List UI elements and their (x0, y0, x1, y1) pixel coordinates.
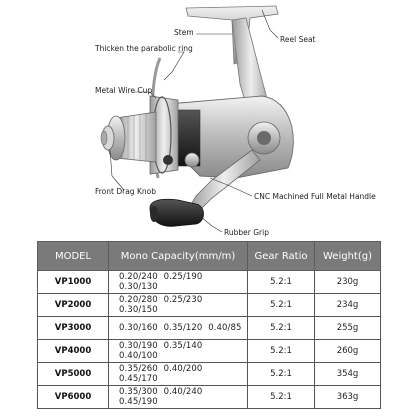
cell-model: VP6000 (38, 386, 109, 409)
cell-weight: 234g (315, 294, 381, 317)
cell-weight: 363g (315, 386, 381, 409)
table-row (38, 340, 381, 363)
spec-table (37, 241, 381, 409)
cell-model: VP3000 (38, 317, 109, 340)
table-row (38, 294, 381, 317)
callout-reel-seat: Reel Seat (280, 35, 316, 44)
cell-model: VP4000 (38, 340, 109, 363)
header-capacity: Mono Capacity(mm/m) (109, 242, 248, 271)
callout-rubber-grip: Rubber Grip (224, 228, 269, 237)
cell-model: VP1000 (38, 271, 109, 294)
header-model: MODEL (38, 242, 109, 271)
cell-gear-ratio: 5.2:1 (248, 271, 315, 294)
callout-cnc-handle: CNC Machined Full Metal Handle (254, 192, 376, 201)
callout-parabolic-ring: Thicken the parabolic ring (95, 44, 193, 53)
cell-capacity: 0.20/280 0.25/230 0.30/150 (109, 294, 248, 317)
header-weight: Weight(g) (315, 242, 381, 271)
callout-stem: Stem (174, 28, 194, 37)
cell-model: VP2000 (38, 294, 109, 317)
cell-capacity: 0.30/160 0.35/120 0.40/85 (109, 317, 248, 340)
cell-capacity: 0.30/190 0.35/140 0.40/100 (109, 340, 248, 363)
cell-weight: 255g (315, 317, 381, 340)
cell-gear-ratio: 5.2:1 (248, 340, 315, 363)
cell-gear-ratio: 5.2:1 (248, 363, 315, 386)
cell-gear-ratio: 5.2:1 (248, 317, 315, 340)
callout-front-drag-knob: Front Drag Knob (95, 187, 156, 196)
table-row (38, 386, 381, 409)
cell-capacity: 0.20/240 0.25/190 0.30/130 (109, 271, 248, 294)
table-row (38, 363, 381, 386)
cell-gear-ratio: 5.2:1 (248, 386, 315, 409)
cell-gear-ratio: 5.2:1 (248, 294, 315, 317)
cell-weight: 354g (315, 363, 381, 386)
cell-capacity: 0.35/260 0.40/200 0.45/170 (109, 363, 248, 386)
table-header-row (38, 242, 381, 271)
cell-capacity: 0.35/300 0.40/240 0.45/190 (109, 386, 248, 409)
header-gear-ratio: Gear Ratio (248, 242, 315, 271)
table-row (38, 271, 381, 294)
cell-weight: 230g (315, 271, 381, 294)
callout-metal-wire-cup: Metal Wire Cup (95, 86, 153, 95)
table-row (38, 317, 381, 340)
cell-model: VP5000 (38, 363, 109, 386)
cell-weight: 260g (315, 340, 381, 363)
